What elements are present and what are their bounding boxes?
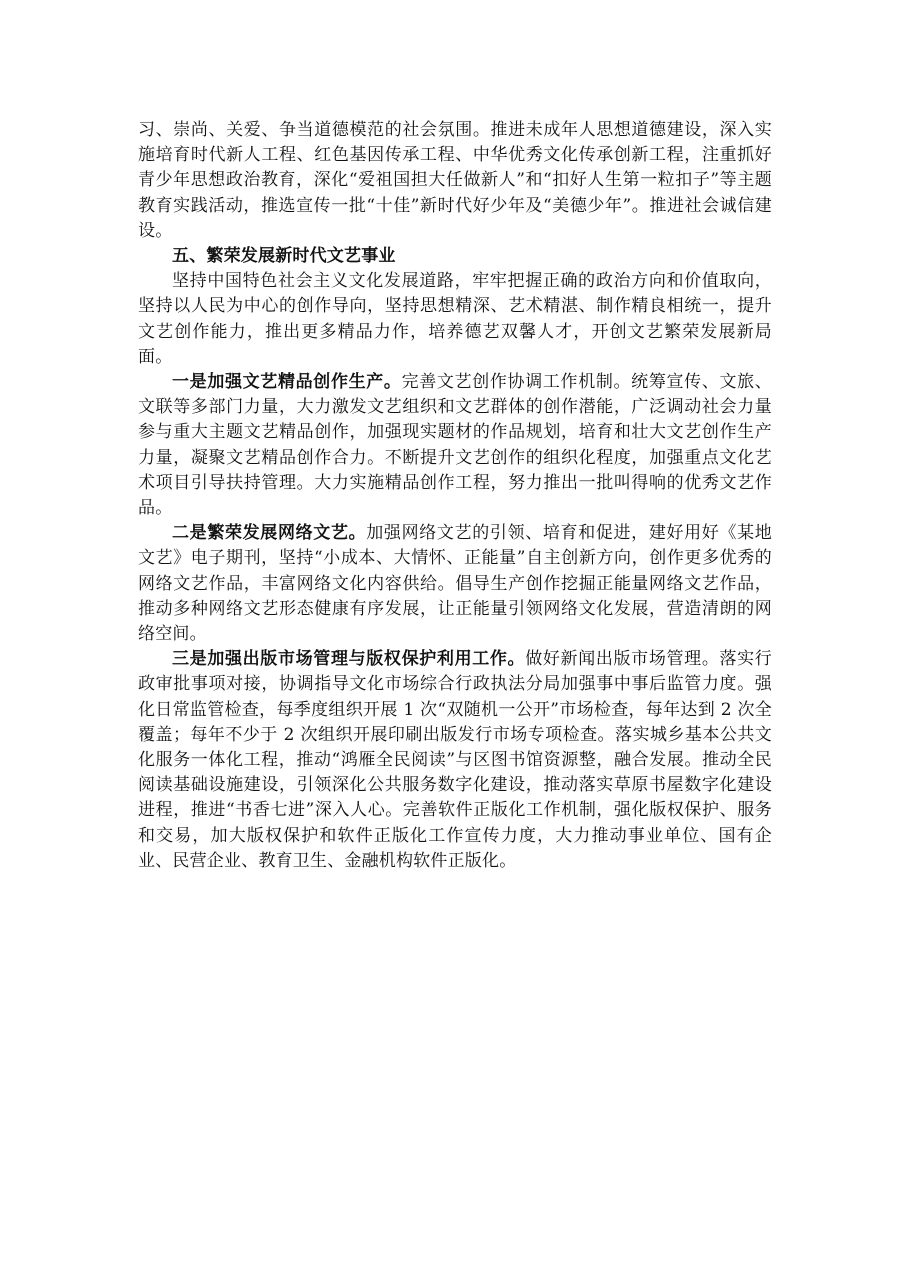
item-paragraph-1 bbox=[138, 370, 772, 521]
item-paragraph-2 bbox=[138, 521, 772, 647]
item-lead-2: 二是繁荣发展网络文艺。 bbox=[172, 523, 367, 544]
section-intro-paragraph: 坚持中国特色社会主义文化发展道路，牢牢把握正确的政治方向和价值取向，坚持以人民为中心的创作导向，坚持思想精深、艺术精湛、制作精良相统一，提升文艺创作能力，推出更多精品力作，培养德艺双馨人才，开创文艺繁荣发展新局面。 bbox=[138, 271, 772, 367]
item-lead-1: 一是加强文艺精品创作生产。 bbox=[172, 372, 402, 393]
item-paragraph-3 bbox=[138, 647, 772, 874]
document-body bbox=[138, 118, 772, 874]
continuation-paragraph: 习、崇尚、关爱、争当道德模范的社会氛围。推进未成年人思想道德建设，深入实施培育时代新人工程、红色基因传承工程、中华优秀文化传承创新工程，注重抓好青少年思想政治教育，深化“爱祖国担大任做新人”和“扣好人生第一粒扣子”等主题教育实践活动，推选宣传一批“十佳”新时代好少年及“美德少年”。推进社会诚信建设。 bbox=[138, 120, 772, 241]
item-lead-3: 三是加强出版市场管理与版权保护利用工作。 bbox=[172, 649, 526, 670]
item-body-3: 做好新闻出版市场管理。落实行政审批事项对接，协调指导文化市场综合行政执法分局加强事中事后监管力度。强化日常监管检查，每季度组织开展 1 次“双随机一公开”市场检查，每年达到 2 次全覆盖；每年不少于 2 次组织开展印刷出版发行市场专项检查。落实城乡基本公共文化服务一体化工程，推动“鸿雁全民阅读”与区图书馆资源整，融合发展。推动全民阅读基础设施建设，引领深化公共服务数字化建设，推动落实草原书屋数字化建设进程，推进“书香七进”深入人心。完善软件正版化工作机制，强化版权保护、服务和交易，加大版权保护和软件正版化工作宣传力度，大力推动事业单位、国有企业、民营企业、教育卫生、金融机构软件正版化。 bbox=[138, 649, 773, 871]
section-heading: 五、繁荣发展新时代文艺事业 bbox=[172, 246, 396, 267]
item-body-1: 完善文艺创作协调工作机制。统筹宣传、文旅、文联等多部门力量，大力激发文艺组织和文艺群体的创作潜能，广泛调动社会力量参与重大主题文艺精品创作，加强现实题材的作品规划，培育和壮大文艺创作生产力量，凝聚文艺精品创作合力。不断提升文艺创作的组织化程度，加强重点文化艺术项目引导扶持管理。大力实施精品创作工程，努力推出一批叫得响的优秀文艺作品。 bbox=[138, 372, 772, 519]
item-body-2: 加强网络文艺的引领、培育和促进，建好用好《某地文艺》电子期刊，坚持“小成本、大情怀、正能量”自主创新方向，创作更多优秀的网络文艺作品，丰富网络文化内容供给。倡导生产创作挖掘正能量网络文艺作品，推动多种网络文艺形态健康有序发展，让正能量引领网络文化发展，营造清朗的网络空间。 bbox=[138, 523, 772, 645]
